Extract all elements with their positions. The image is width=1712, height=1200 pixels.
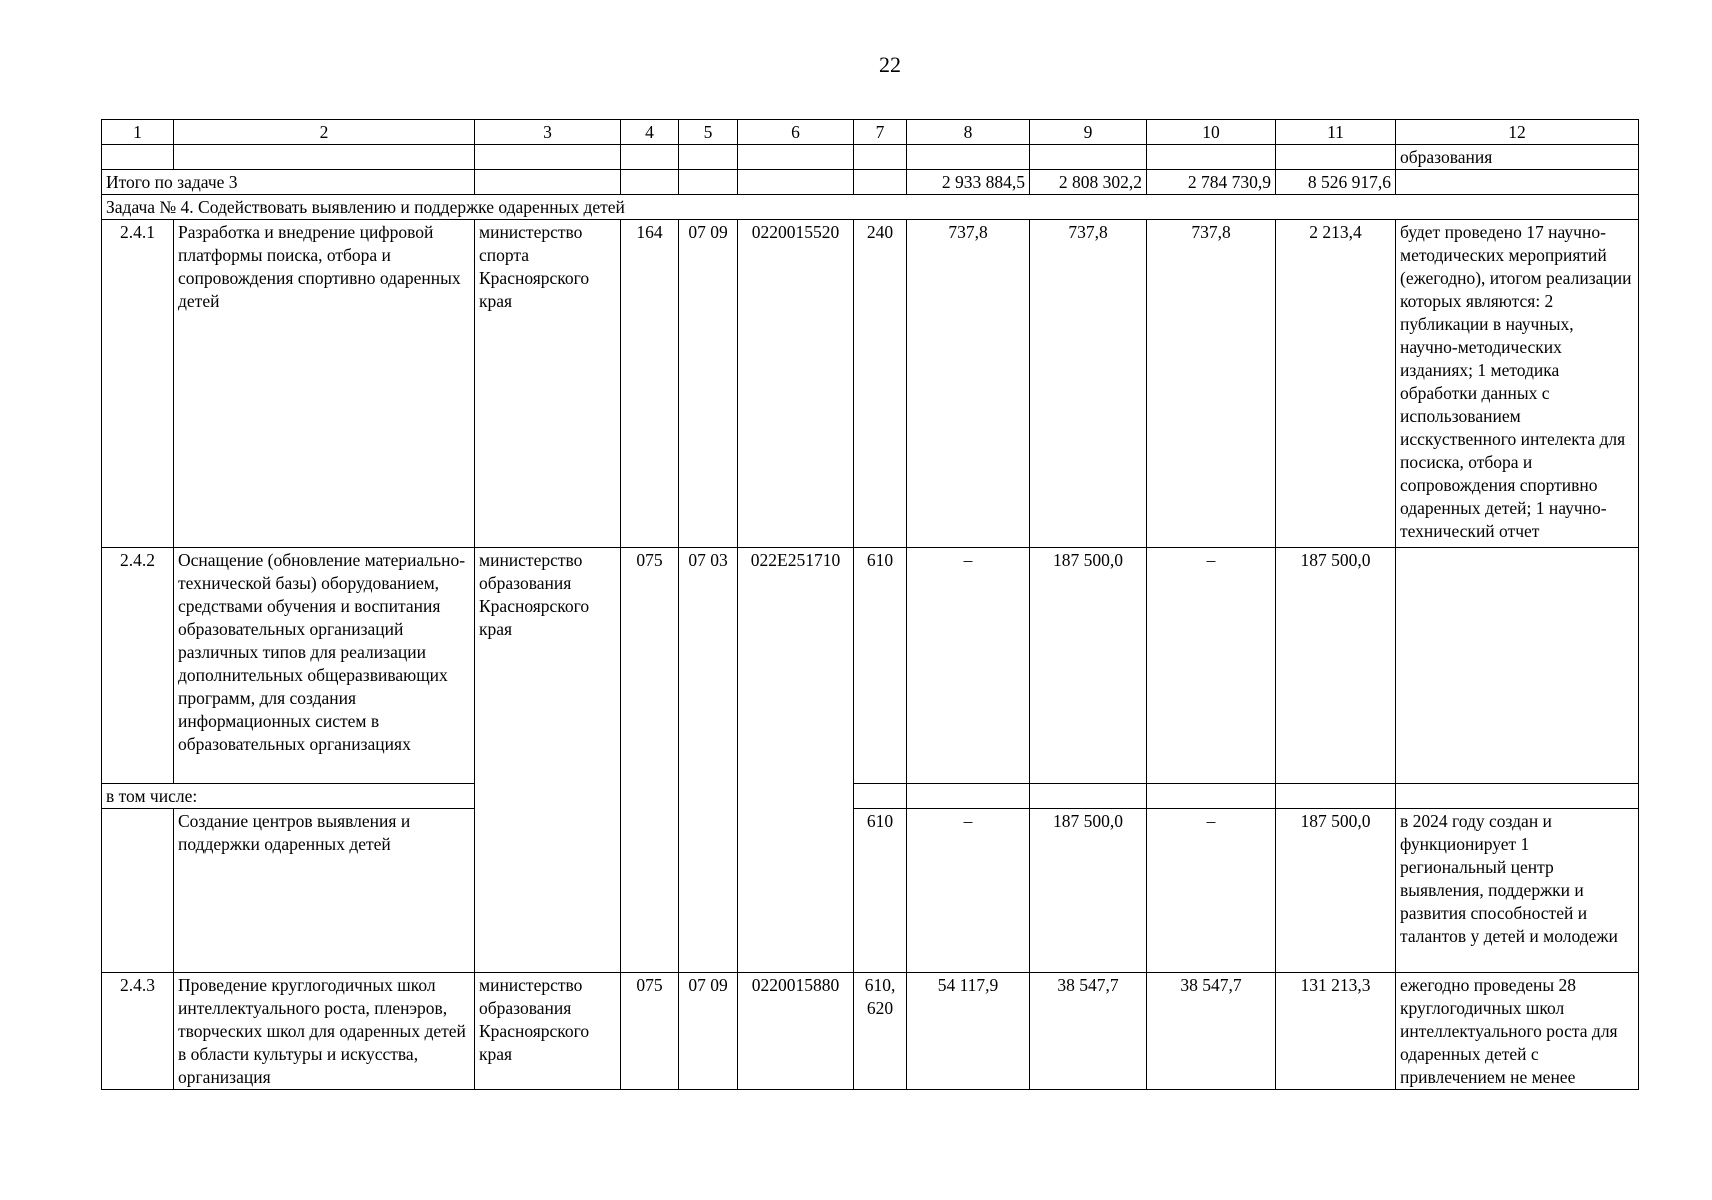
col-number-4: 4: [621, 120, 679, 145]
total-value-8: 2 933 884,5: [907, 170, 1030, 195]
section-code: 07 09: [679, 220, 738, 548]
value-8: –: [907, 809, 1030, 973]
col-number-11: 11: [1276, 120, 1396, 145]
value-8: –: [907, 548, 1030, 784]
task-row: [102, 195, 1639, 220]
target-article-code: 022E251710: [738, 548, 854, 973]
task-title: Задача № 4. Содействовать выявлению и поддержке одаренных детей: [102, 195, 1639, 220]
total-value-11: 8 526 917,6: [1276, 170, 1396, 195]
value-9: 737,8: [1030, 220, 1147, 548]
column-number-row: [102, 120, 1639, 145]
col-number-3: 3: [475, 120, 621, 145]
value-11: 187 500,0: [1276, 809, 1396, 973]
target-article-code: 0220015520: [738, 220, 854, 548]
grbs-code: 075: [621, 548, 679, 973]
responsible-org: министерство образования Красноярского края: [475, 973, 621, 1090]
col-number-8: 8: [907, 120, 1030, 145]
responsible-org: министерство спорта Красноярского края: [475, 220, 621, 548]
value-11: 2 213,4: [1276, 220, 1396, 548]
table-row: [102, 809, 1639, 973]
expected-result: ежегодно проведены 28 круглогодичных школ интеллектуального роста для одаренных детей с привлечением не менее: [1396, 973, 1639, 1090]
value-9: 38 547,7: [1030, 973, 1147, 1090]
measure-name: Оснащение (обновление материально-технической базы) оборудованием, средствами обучения и воспитания образовательных организаций различных типов для реализации дополнительных общеразвивающих программ, для создания информационных систем в образовательных организациях: [174, 548, 475, 784]
total-label: Итого по задаче 3: [102, 170, 475, 195]
col-number-7: 7: [854, 120, 907, 145]
section-code: 07 09: [679, 973, 738, 1090]
measure-name: Создание центров выявления и поддержки одаренных детей: [174, 809, 475, 973]
col-number-5: 5: [679, 120, 738, 145]
program-table: [101, 119, 1639, 1090]
expense-type-code: 610: [854, 548, 907, 784]
target-article-code: 0220015880: [738, 973, 854, 1090]
col-number-10: 10: [1147, 120, 1276, 145]
value-8: 54 117,9: [907, 973, 1030, 1090]
measure-name: Разработка и внедрение цифровой платформы поиска, отбора и сопровождения спортивно одаренных детей: [174, 220, 475, 548]
expense-type-code: 610: [854, 809, 907, 973]
expected-result: [1396, 548, 1639, 784]
expense-type-code: 610, 620: [854, 973, 907, 1090]
total-value-10: 2 784 730,9: [1147, 170, 1276, 195]
col-number-2: 2: [174, 120, 475, 145]
col-number-6: 6: [738, 120, 854, 145]
row-number: 2.4.3: [102, 973, 174, 1090]
value-11: 131 213,3: [1276, 973, 1396, 1090]
value-10: –: [1147, 809, 1276, 973]
including-label: в том числе:: [102, 784, 475, 809]
expense-type-code: 240: [854, 220, 907, 548]
expected-result: будет проведено 17 научно-методических мероприятий (ежегодно), итогом реализации которых являются: 2 публикации в научных, научно-методических изданиях; 1 методика обработки данных с использованием исскуственного интелекта для посиска, отбора и сопровождения спортивно одаренных детей; 1 научно-технический отчет: [1396, 220, 1639, 548]
including-row: [102, 784, 1639, 809]
responsible-org: министерство образования Красноярского края: [475, 548, 621, 973]
grbs-code: 075: [621, 973, 679, 1090]
col-number-12: 12: [1396, 120, 1639, 145]
row-number: 2.4.1: [102, 220, 174, 548]
continuation-text: образования: [1396, 145, 1639, 170]
table-row: [102, 973, 1639, 1090]
value-8: 737,8: [907, 220, 1030, 548]
table-row: [102, 548, 1639, 784]
row-number: 2.4.2: [102, 548, 174, 784]
grbs-code: 164: [621, 220, 679, 548]
value-11: 187 500,0: [1276, 548, 1396, 784]
total-value-9: 2 808 302,2: [1030, 170, 1147, 195]
value-9: 187 500,0: [1030, 548, 1147, 784]
value-10: 38 547,7: [1147, 973, 1276, 1090]
value-9: 187 500,0: [1030, 809, 1147, 973]
value-10: –: [1147, 548, 1276, 784]
continuation-row: [102, 145, 1639, 170]
table-row: [102, 220, 1639, 548]
value-10: 737,8: [1147, 220, 1276, 548]
total-row: [102, 170, 1639, 195]
page-number: 22: [879, 52, 901, 77]
col-number-1: 1: [102, 120, 174, 145]
section-code: 07 03: [679, 548, 738, 973]
measure-name: Проведение круглогодичных школ интеллектуального роста, пленэров, творческих школ для одаренных детей в области культуры и искусства, организация: [174, 973, 475, 1090]
expected-result: в 2024 году создан и функционирует 1 региональный центр выявления, поддержки и развития способностей и талантов у детей и молодежи: [1396, 809, 1639, 973]
col-number-9: 9: [1030, 120, 1147, 145]
